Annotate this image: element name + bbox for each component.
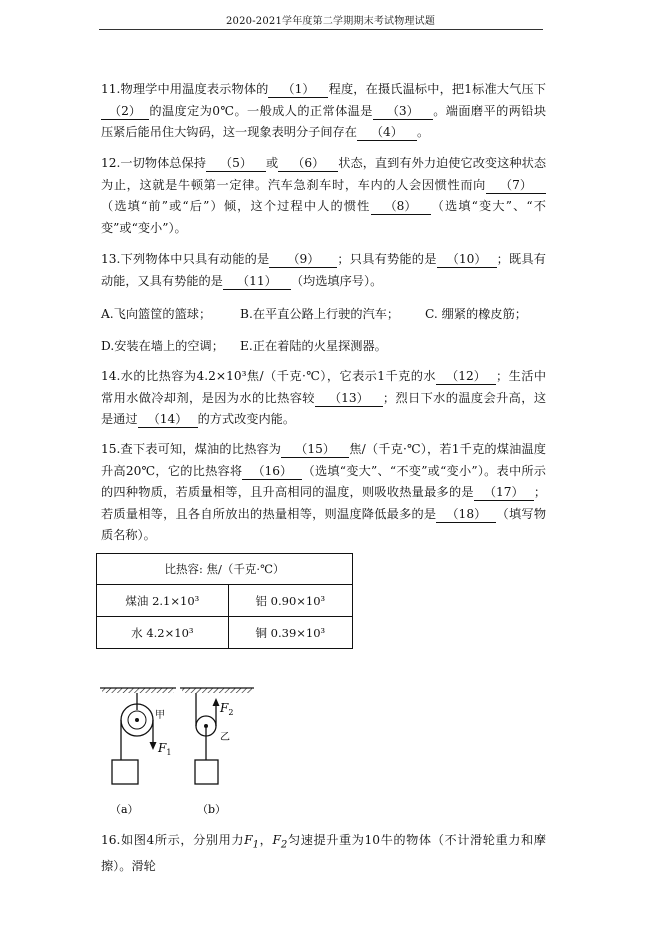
pulley-b-label: 乙 bbox=[220, 732, 230, 743]
blank-16[interactable]: （16） bbox=[242, 463, 302, 480]
option-a: A.飞向篮筐的篮球； bbox=[101, 307, 212, 321]
pulley-a-label: 甲 bbox=[155, 710, 165, 721]
q12-text: 状态，直到有外力迫使它改变这种状态为止，这就是牛顿第一定律。汽车急刹车时，车内的人会因惯性而向 bbox=[101, 156, 547, 192]
q13-text: ；既具有动能，又具有势能的是 bbox=[101, 252, 546, 288]
blank-6[interactable]: （6） bbox=[278, 155, 338, 172]
force-f1: $F_1$ bbox=[244, 833, 260, 851]
q16-text: 匀速提升重为10牛的物体（不计滑轮重力和摩擦）。滑轮 bbox=[101, 833, 546, 873]
q11-text: 。端面磨平的两铅块压紧后能吊住大钩码，这一现象表明分子间存在 bbox=[101, 103, 547, 139]
force-f1-label: $F_1$ bbox=[158, 741, 172, 757]
blank-13[interactable]: （13） bbox=[315, 390, 383, 407]
table-row bbox=[97, 617, 353, 649]
q16-text: 16.如图4所示，分别用力 bbox=[101, 833, 245, 847]
blank-14[interactable]: （14） bbox=[138, 411, 198, 428]
q12-text: （选填“前”或“后”）倾，这个过程中人的惯性 bbox=[101, 199, 371, 213]
blank-2[interactable]: （2） bbox=[101, 103, 149, 120]
blank-17[interactable]: （17） bbox=[474, 484, 534, 501]
blank-9[interactable]: （9） bbox=[269, 251, 337, 268]
table-row bbox=[97, 585, 353, 617]
force-f2: $F_2$ bbox=[272, 833, 288, 851]
blank-3[interactable]: （3） bbox=[373, 103, 433, 120]
option-d: D.安装在墙上的空调； bbox=[101, 339, 224, 353]
q15-text: （填写物质名称）。 bbox=[101, 506, 547, 542]
force-f2-label: $F_2$ bbox=[220, 701, 234, 717]
table-cell: 铜 0.39×10³ bbox=[228, 617, 352, 649]
question-11 bbox=[101, 79, 546, 144]
q13-text: 13.下列物体中只具有动能的是 bbox=[101, 252, 270, 266]
blank-5[interactable]: （5） bbox=[206, 155, 266, 172]
blank-11[interactable]: （11） bbox=[223, 273, 291, 290]
header-rule bbox=[99, 29, 543, 30]
blank-7[interactable]: （7） bbox=[486, 177, 546, 194]
q14-text: ；生活中常用水做冷却剂，是因为水的比热容较 bbox=[101, 369, 547, 405]
caption-b: （b） bbox=[197, 803, 227, 816]
q11-text: 11.物理学中用温度表示物体的 bbox=[101, 82, 269, 96]
table-cell: 水 4.2×10³ bbox=[97, 617, 229, 649]
question-12 bbox=[101, 153, 546, 239]
q13-text: ；只具有势能的是 bbox=[337, 252, 437, 266]
q15-text: ；若质量相等，且各自所放出的热量相等，则温度降低最多的是 bbox=[101, 485, 546, 521]
question-14 bbox=[101, 366, 546, 431]
question-15 bbox=[101, 439, 546, 547]
question-13 bbox=[101, 249, 546, 292]
pulley-figure bbox=[96, 680, 276, 820]
q12-text: 12.一切物体总保持 bbox=[101, 156, 206, 170]
option-e: E.正在着陆的火星探测器。 bbox=[240, 339, 387, 353]
page-header: 2020-2021学年度第二学期期末考试物理试题 bbox=[225, 16, 436, 27]
specific-heat-table bbox=[96, 553, 353, 649]
option-c: C. 绷紧的橡皮筋； bbox=[425, 307, 527, 321]
fixed-pulley-a bbox=[100, 688, 176, 816]
q16-text: ， bbox=[259, 833, 273, 847]
table-caption-row bbox=[97, 554, 353, 585]
q15-text: （选填“变大”、“不变”或“变小”）。表中所示的四种物质，若质量相等，且升高相同的温度，则吸收热量最多的是 bbox=[101, 463, 546, 499]
q12-text: 或 bbox=[265, 156, 279, 170]
blank-12[interactable]: （12） bbox=[436, 368, 496, 385]
blank-1[interactable]: （1） bbox=[268, 81, 328, 98]
q15-text: 15.查下表可知，煤油的比热容为 bbox=[101, 442, 282, 456]
q14-text: ；烈日下水的温度会升高，这是通过 bbox=[101, 390, 547, 426]
q11-text: 程度，在摄氏温标中，把1标准大气压下 bbox=[328, 82, 546, 96]
blank-15[interactable]: （15） bbox=[281, 441, 349, 458]
q13-text: （均选填序号）。 bbox=[290, 273, 383, 288]
q14-text: 14.水的比热容为4.2×10³焦/（千克·℃），它表示1千克的水 bbox=[101, 369, 436, 383]
blank-8[interactable]: （8） bbox=[371, 198, 431, 215]
blank-4[interactable]: （4） bbox=[357, 124, 417, 141]
q14-text: 的方式改变内能。 bbox=[197, 412, 296, 426]
option-b: B.在平直公路上行驶的汽车； bbox=[240, 307, 400, 321]
q15-text: 焦/（千克·℃），若1千克的煤油温度升高20℃，它的比热容将 bbox=[101, 442, 546, 478]
blank-10[interactable]: （10） bbox=[437, 251, 497, 268]
movable-pulley-b bbox=[180, 688, 254, 816]
table-caption: 比热容: 焦/（千克·℃） bbox=[97, 554, 353, 585]
question-16 bbox=[101, 830, 546, 877]
table-cell: 煤油 2.1×10³ bbox=[97, 585, 229, 617]
caption-a: （a） bbox=[110, 803, 139, 816]
q11-text: 。 bbox=[416, 125, 430, 139]
table-cell: 铝 0.90×10³ bbox=[228, 585, 352, 617]
blank-18[interactable]: （18） bbox=[436, 506, 496, 523]
q12-text: （选填“变大”、“不变”或“变小”）。 bbox=[101, 199, 546, 235]
q11-text: 的温度定为0℃。一般成人的正常体温是 bbox=[149, 103, 373, 118]
